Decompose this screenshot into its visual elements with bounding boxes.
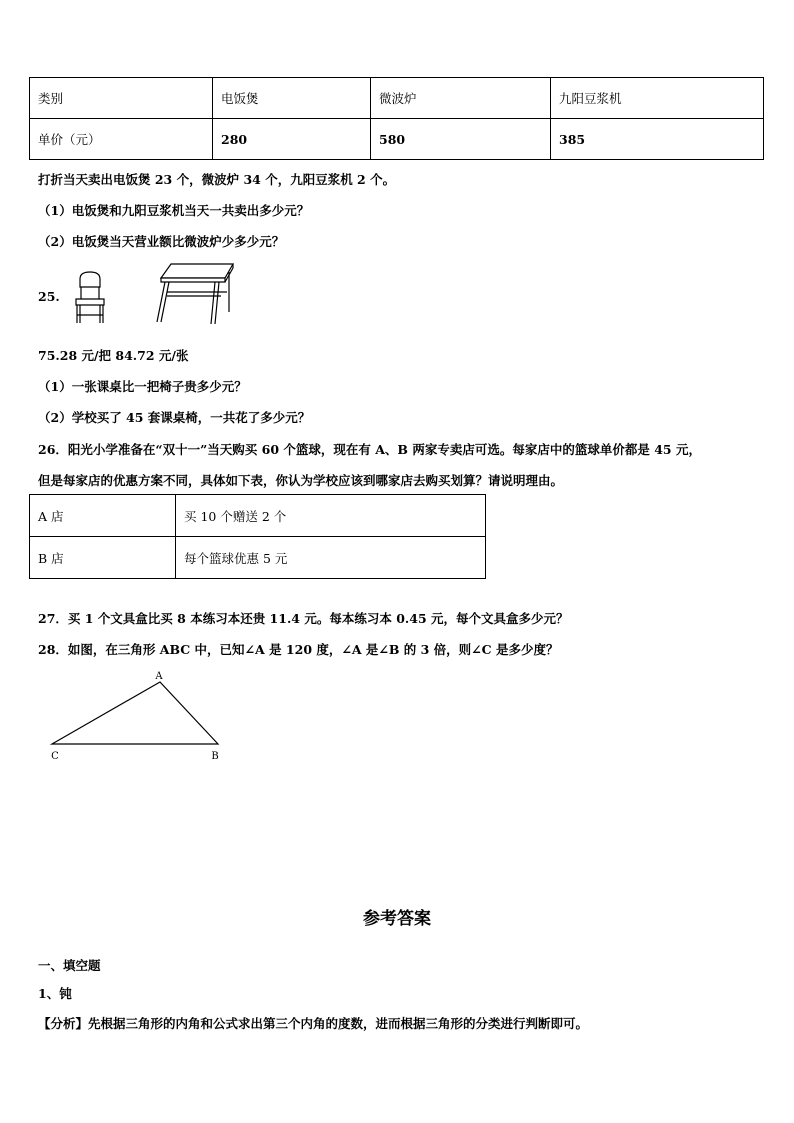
table-cell: 单价（元）	[30, 119, 213, 160]
triangle-abc-figure	[40, 668, 240, 768]
question-25-sub2: （2）学校买了 45 套课桌椅，一共花了多少元？	[38, 410, 311, 425]
table-cell: 580	[371, 119, 551, 160]
question-25-prices: 75.28 元/把 84.72 元/张	[38, 348, 189, 363]
table-cell: 类别	[30, 78, 213, 119]
store-discount-table	[29, 494, 486, 579]
table-header-row	[30, 78, 764, 119]
vertex-label-c: C	[51, 751, 59, 762]
vertex-label-b: B	[211, 751, 219, 762]
chair-illustration	[72, 271, 108, 325]
question-28-text: 28．如图，在三角形 ABC 中，已知∠A 是 120 度，∠A 是∠B 的 3 倍，则∠C 是多少度？	[38, 642, 559, 657]
table-cell: 每个篮球优惠 5 元	[176, 537, 486, 579]
question-26-line2: 但是每家店的优惠方案不同，具体如下表，你认为学校应该到哪家店去购买划算？请说明理由。	[38, 473, 564, 488]
vertex-label-a: A	[155, 671, 163, 682]
question-26-line1: 26．阳光小学准备在“双十一”当天购买 60 个篮球，现在有 A、B 两家专卖店可选。每家店中的篮球单价都是 45 元，	[38, 442, 701, 457]
desk-illustration	[155, 262, 237, 326]
triangle-abc	[52, 682, 218, 744]
answers-section-heading: 一、填空题	[38, 958, 101, 973]
question-24-intro: 打折当天卖出电饭煲 23 个，微波炉 34 个，九阳豆浆机 2 个。	[38, 172, 396, 187]
table-cell: 电饭煲	[213, 78, 371, 119]
question-25-sub1: （1）一张课桌比一把椅子贵多少元？	[38, 379, 247, 394]
price-table	[29, 77, 764, 160]
question-27: 27．买 1 个文具盒比买 8 本练习本还贵 11.4 元。每本练习本 0.45 元，每个文具盒多少元？	[38, 611, 569, 626]
table-cell: 微波炉	[371, 78, 551, 119]
table-cell: 九阳豆浆机	[551, 78, 764, 119]
table-row	[30, 537, 486, 579]
question-24-sub2: （2）电饭煲当天营业额比微波炉少多少元？	[38, 234, 285, 249]
table-cell: 280	[213, 119, 371, 160]
question-24-sub1: （1）电饭煲和九阳豆浆机当天一共卖出多少元？	[38, 203, 310, 218]
table-cell: B 店	[30, 537, 176, 579]
table-cell: A 店	[30, 495, 176, 537]
table-cell: 385	[551, 119, 764, 160]
answer-item-1: 1、钝	[38, 986, 72, 1001]
answers-title: 参考答案	[363, 909, 431, 929]
table-cell: 买 10 个赠送 2 个	[176, 495, 486, 537]
table-row	[30, 495, 486, 537]
table-row	[30, 119, 764, 160]
question-25-number: 25.	[38, 289, 60, 304]
answer-analysis: 【分析】先根据三角形的内角和公式求出第三个内角的度数，进而根据三角形的分类进行判断即可。	[38, 1016, 589, 1031]
